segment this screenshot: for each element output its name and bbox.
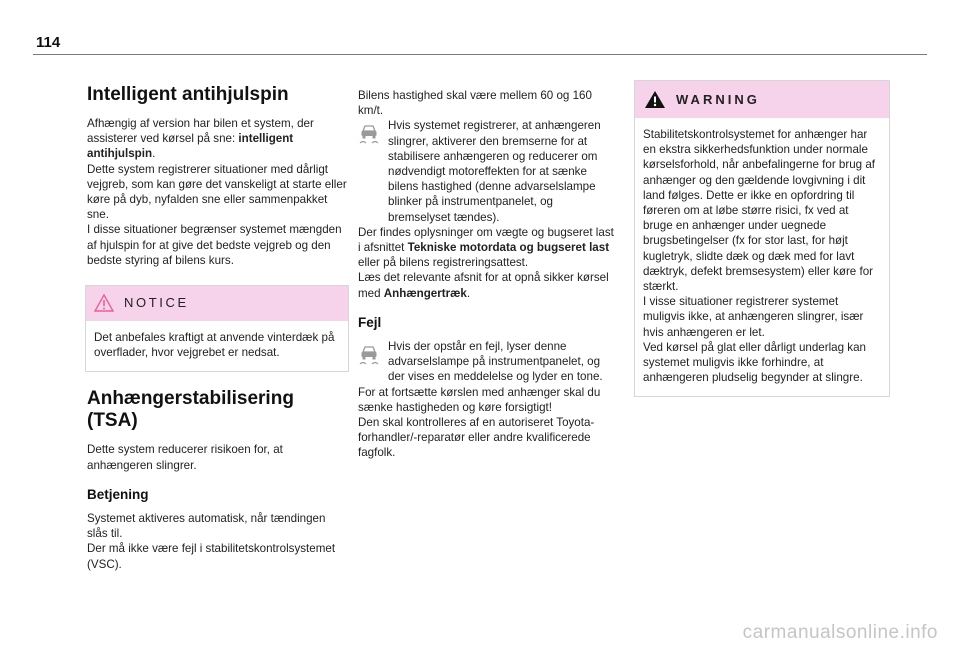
notice-text: Det anbefales kraftigt at anvende vinterdæk på overflader, hvor vejgrebet er nedsat. xyxy=(94,331,335,360)
skid-car-icon xyxy=(358,343,380,367)
lamp-paragraph xyxy=(358,339,618,385)
paragraph: Ved kørsel på glat eller dårligt underlag kan systemet muligvis ikke forhindre, at anhængeren pludselig begynder at slingre. xyxy=(643,340,866,385)
paragraph: I visse situationer registrerer systemet muligvis ikke, at anhængeren slingrer, især hvis anhængeren er let. xyxy=(643,295,864,339)
warning-body xyxy=(635,118,889,396)
page-number: 114 xyxy=(36,34,61,51)
paragraph: Hvis der opstår en fejl, lyser denne advarselslampe på instrumentpanelet, og der vises en meddelelse og lyder en tone. xyxy=(388,340,603,384)
paragraph: Dette system reducerer risikoen for, at anhængeren slingrer. xyxy=(87,443,283,472)
paragraph: Systemet aktiveres automatisk, når tændingen slås til. xyxy=(87,512,326,541)
skid-car-icon xyxy=(358,122,380,146)
paragraph: Afhængig af version har bilen et system, der assisterer ved kørsel på sne: intelligent antihjulspin. xyxy=(87,117,314,161)
notice-label: NOTICE xyxy=(124,295,189,311)
warning-triangle-icon xyxy=(644,90,666,109)
subsection-title-betjening: Betjening xyxy=(87,486,149,502)
paragraph: Der findes oplysninger om vægte og bugseret last i afsnittet Tekniske motordata og bugseret last eller på bilens registreringsattest. xyxy=(358,225,614,270)
notice-box xyxy=(85,285,349,372)
paragraph: Dette system registrerer situationer med dårligt vejgreb, som kan gøre det vanskeligt at starte eller køre på dyb, nyfalden sne eller sammenpakket sne. xyxy=(87,162,347,222)
section-title-antihjulspin: Intelligent antihjulspin xyxy=(87,84,289,105)
warning-label: WARNING xyxy=(676,91,760,107)
column-left xyxy=(87,80,347,572)
header-divider xyxy=(33,54,927,55)
column-middle xyxy=(358,88,618,461)
paragraph: For at fortsætte kørslen med anhænger skal du sænke hastigheden og køre forsigtigt! xyxy=(358,385,601,414)
paragraph: Stabilitetskontrolsystemet for anhænger har en ekstra sikkerhedsfunktion under normale kørselsforhold, når anbefalingerne for brug af anhænger og den gældende lovgivning i dit land følges. Dette er ikke en opfordring til føreren om at løbe større risici, fx ved at bruge en anhænger under uegnede brugsbetingelser (fx for stor last, for højt kugletryk, slidte dæk og dæk med for lavt dæktryk, defekt bremsesystem) eller køre for stærkt. xyxy=(643,128,876,294)
paragraph: Hvis systemet registrerer, at anhængeren slingrer, aktiverer den bremserne for at stabilisere anhængeren og reducerer om nødvendigt motoreffekten for at sænke bilens hastighed (denne advarselslampe blinker på instrumentpanelet, og bremselyset tændes). xyxy=(388,119,601,224)
warning-header xyxy=(635,81,889,118)
paragraph: I disse situationer begrænser systemet mængden af hjulspin for at give det bedste vejgreb og den bedste styring af bilens kurs. xyxy=(87,223,342,267)
notice-header xyxy=(86,286,348,321)
paragraph: Læs det relevante afsnit for at opnå sikker kørsel med Anhængertræk. xyxy=(358,271,609,300)
notice-triangle-icon xyxy=(94,294,114,312)
paragraph: Bilens hastighed skal være mellem 60 og 160 km/t. xyxy=(358,89,592,118)
watermark: carmanualsonline.info xyxy=(742,622,938,643)
lamp-paragraph xyxy=(358,118,618,224)
column-right xyxy=(634,80,888,397)
paragraph: Den skal kontrolleres af en autoriseret Toyota-forhandler/-reparatør eller andre kvalificerede fagfolk. xyxy=(358,416,595,460)
warning-box xyxy=(634,80,890,397)
subsection-title-fejl: Fejl xyxy=(358,314,382,330)
paragraph: Der må ikke være fejl i stabilitetskontrolsystemet (VSC). xyxy=(87,542,336,571)
section-title-tsa: Anhængerstabilisering (TSA) xyxy=(87,388,294,432)
